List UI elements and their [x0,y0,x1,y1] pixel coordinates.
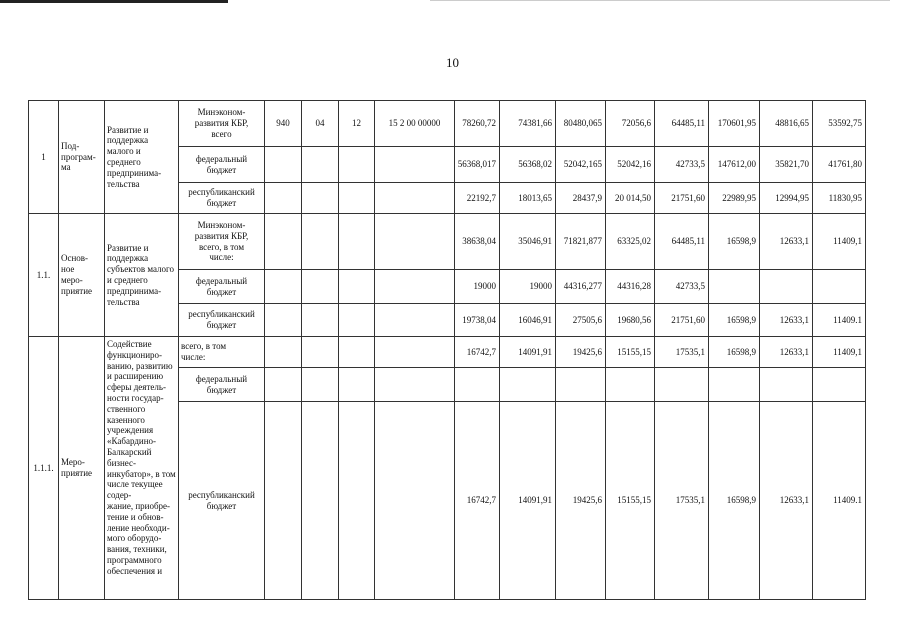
value-cell: 11409.1 [813,402,866,600]
value-cell: 56368,017 [455,147,500,183]
value-cell: 63325,02 [606,214,655,270]
value-cell: 80480,065 [556,101,606,147]
value-cell: 17535,1 [655,402,709,600]
value-cell: 12633,1 [760,402,813,600]
top-rule-faint [430,0,890,1]
code-csr [375,270,455,304]
value-cell: 28437,9 [556,183,606,214]
value-cell: 20 014,50 [606,183,655,214]
funding-source: федеральный бюджет [179,270,265,304]
value-cell: 48816,65 [760,101,813,147]
row-type: Под- програм- ма [59,101,105,214]
value-cell: 64485,11 [655,214,709,270]
value-cell: 42733,5 [655,270,709,304]
code-grbs [265,368,302,402]
funding-source: республиканский бюджет [179,402,265,600]
value-cell: 16598,9 [709,214,760,270]
value-cell: 44316,277 [556,270,606,304]
code-grbs [265,337,302,368]
value-cell: 12633,1 [760,214,813,270]
value-cell: 44316,28 [606,270,655,304]
code-pr [339,368,375,402]
code-csr [375,304,455,337]
funding-source: Минэконом- развития КБР, всего [179,101,265,147]
code-pr [339,147,375,183]
code-rz [302,337,339,368]
value-cell: 21751,60 [655,183,709,214]
value-cell: 147612,00 [709,147,760,183]
value-cell [813,368,866,402]
budget-table [28,100,866,600]
row-name: Развитие и поддержка малого и среднего предпринима- тельства [105,101,179,214]
code-pr [339,337,375,368]
value-cell: 74381,66 [500,101,556,147]
code-pr [339,402,375,600]
value-cell: 11409.1 [813,304,866,337]
value-cell [760,270,813,304]
top-rule [0,0,228,3]
value-cell: 38638,04 [455,214,500,270]
funding-source: федеральный бюджет [179,147,265,183]
value-cell: 19000 [455,270,500,304]
value-cell: 42733,5 [655,147,709,183]
value-cell [813,270,866,304]
code-csr [375,402,455,600]
value-cell: 18013,65 [500,183,556,214]
code-rz [302,183,339,214]
value-cell: 12633,1 [760,304,813,337]
code-rz [302,270,339,304]
code-pr: 12 [339,101,375,147]
value-cell: 16598,9 [709,337,760,368]
funding-source: республиканский бюджет [179,183,265,214]
code-csr [375,183,455,214]
value-cell: 16742,7 [455,402,500,600]
value-cell [760,368,813,402]
value-cell: 19680,56 [606,304,655,337]
code-grbs [265,402,302,600]
value-cell [606,368,655,402]
value-cell [655,368,709,402]
value-cell: 16046,91 [500,304,556,337]
funding-source: республиканский бюджет [179,304,265,337]
row-number: 1.1. [29,214,59,337]
value-cell: 11409,1 [813,214,866,270]
table-row [29,337,866,368]
value-cell: 14091,91 [500,337,556,368]
value-cell: 19425,6 [556,402,606,600]
code-grbs [265,214,302,270]
value-cell [556,368,606,402]
table-row [29,101,866,147]
value-cell: 64485,11 [655,101,709,147]
value-cell: 11409,1 [813,337,866,368]
value-cell: 53592,75 [813,101,866,147]
value-cell: 19425,6 [556,337,606,368]
table-body [29,101,866,600]
page-number: 10 [446,55,459,70]
value-cell: 21751,60 [655,304,709,337]
code-rz: 04 [302,101,339,147]
value-cell: 15155,15 [606,402,655,600]
value-cell: 19738,04 [455,304,500,337]
row-number: 1 [29,101,59,214]
value-cell: 22989,95 [709,183,760,214]
value-cell: 72056,6 [606,101,655,147]
value-cell: 52042,165 [556,147,606,183]
value-cell: 16598,9 [709,402,760,600]
code-grbs: 940 [265,101,302,147]
funding-source: всего, в том числе: [179,337,265,368]
value-cell: 12633,1 [760,337,813,368]
row-type: Меро- приятие [59,337,105,600]
value-cell: 41761,80 [813,147,866,183]
value-cell: 56368,02 [500,147,556,183]
code-grbs [265,183,302,214]
code-rz [302,304,339,337]
value-cell: 14091,91 [500,402,556,600]
value-cell [709,368,760,402]
value-cell: 12994,95 [760,183,813,214]
value-cell: 35821,70 [760,147,813,183]
code-rz [302,214,339,270]
code-rz [302,368,339,402]
code-csr [375,147,455,183]
code-rz [302,147,339,183]
value-cell: 35046,91 [500,214,556,270]
code-pr [339,214,375,270]
row-name: Развитие и поддержка субъектов малого и среднего предпринима- тельства [105,214,179,337]
value-cell [455,368,500,402]
table-row [29,214,866,270]
value-cell: 17535,1 [655,337,709,368]
code-csr [375,337,455,368]
code-csr [375,214,455,270]
code-grbs [265,147,302,183]
funding-source: федеральный бюджет [179,368,265,402]
value-cell: 16598,9 [709,304,760,337]
code-pr [339,183,375,214]
value-cell: 11830,95 [813,183,866,214]
code-grbs [265,270,302,304]
code-csr: 15 2 00 00000 [375,101,455,147]
value-cell: 15155,15 [606,337,655,368]
row-type: Основ- ное меро- приятие [59,214,105,337]
funding-source: Минэконом- развития КБР, всего, в том числе: [179,214,265,270]
value-cell [709,270,760,304]
value-cell: 19000 [500,270,556,304]
value-cell: 78260,72 [455,101,500,147]
code-pr [339,270,375,304]
value-cell: 16742,7 [455,337,500,368]
row-number: 1.1.1. [29,337,59,600]
value-cell [500,368,556,402]
code-rz [302,402,339,600]
value-cell: 71821,877 [556,214,606,270]
value-cell: 170601,95 [709,101,760,147]
code-csr [375,368,455,402]
value-cell: 22192,7 [455,183,500,214]
value-cell: 27505,6 [556,304,606,337]
value-cell: 52042,16 [606,147,655,183]
code-pr [339,304,375,337]
code-grbs [265,304,302,337]
row-name: Содействие функциониро- ванию, развитию и расширению сферы деятель- ности государ- ственного казенного учреждения «Кабардино- Балкарский бизнес- инкубатор», в том числе текущее содер- жание, приобре- тение и обнов- ление необходи- мого оборудо- вания, техники, программного обеспечения и [105,337,179,600]
